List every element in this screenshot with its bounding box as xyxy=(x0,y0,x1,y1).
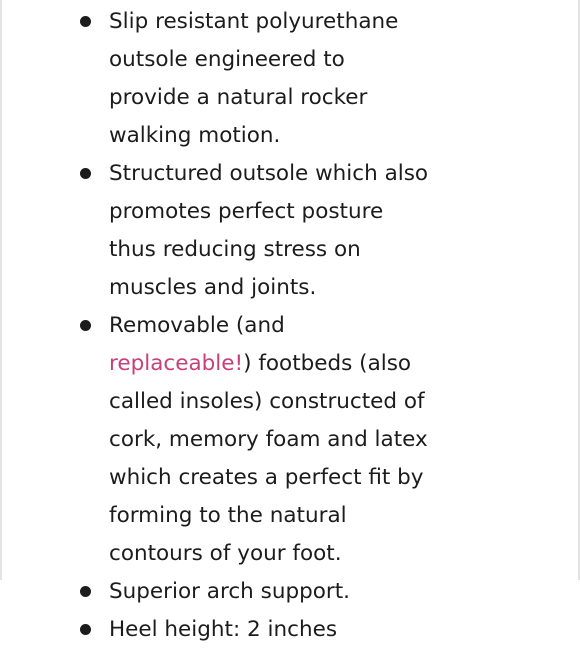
bullet-icon xyxy=(80,624,91,635)
feature-text: Slip resistant polyurethane outsole engineered to provide a natural rocker walking motion. xyxy=(109,9,399,148)
feature-text-before: Removable (and xyxy=(109,313,285,338)
feature-text: Superior arch support. xyxy=(109,579,350,604)
feature-list xyxy=(0,3,471,649)
feature-item-arch xyxy=(109,573,471,611)
bullet-icon xyxy=(80,320,91,331)
replaceable-link[interactable]: replaceable! xyxy=(109,351,244,376)
bullet-icon xyxy=(80,168,91,179)
feature-text-after: ) footbeds (also called insoles) constructed of cork, memory foam and latex which creates a perfect fit by forming to the natural contours of your foot. xyxy=(109,351,428,566)
feature-item-outsole xyxy=(109,3,471,155)
bullet-icon xyxy=(80,586,91,597)
bullet-icon xyxy=(80,16,91,27)
feature-item-structure xyxy=(109,155,471,307)
feature-item-footbeds xyxy=(109,307,471,573)
feature-text: Heel height: 2 inches xyxy=(109,617,338,642)
feature-text: Structured outsole which also promotes perfect posture thus reducing stress on muscles and joints. xyxy=(109,161,429,300)
feature-item-heel xyxy=(109,611,471,649)
